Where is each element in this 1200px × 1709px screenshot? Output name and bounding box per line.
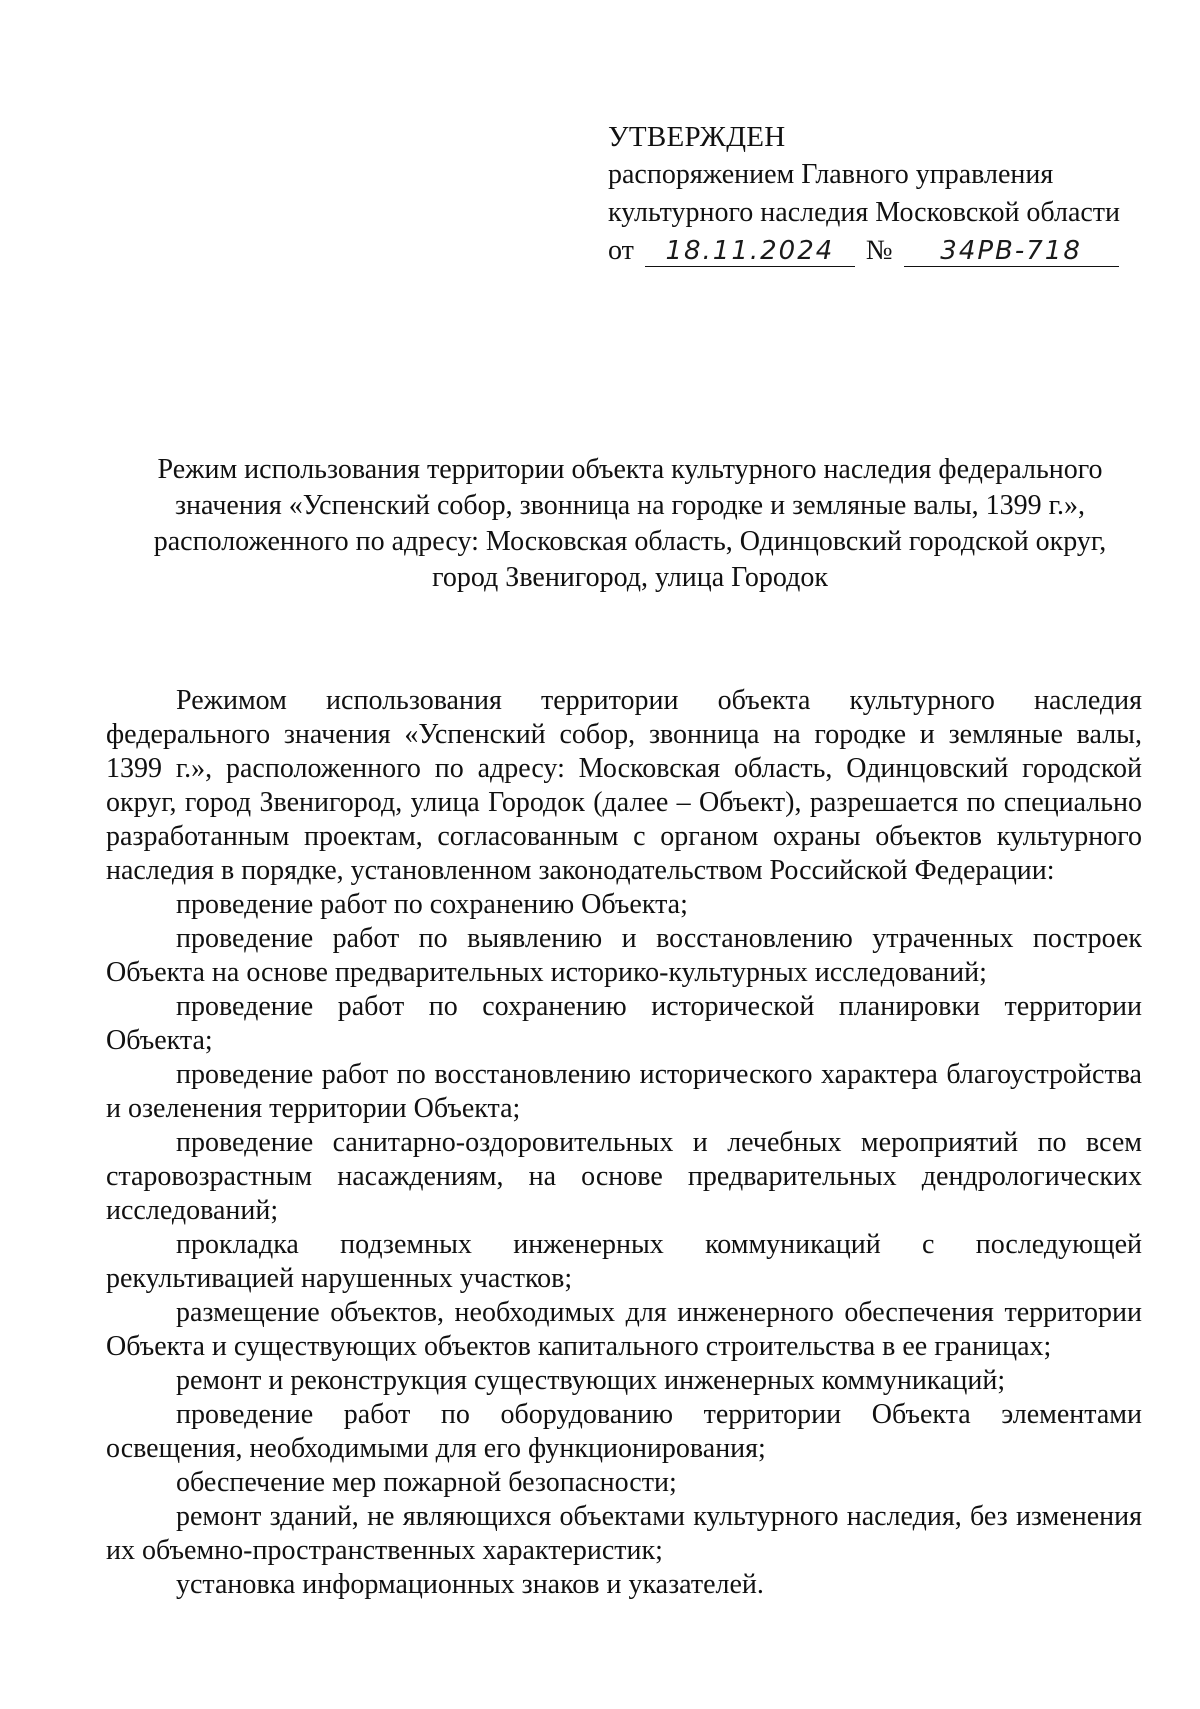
title-line-2: значения «Успенский собор, звонница на городке и земляные валы, 1399 г.»,: [175, 490, 1085, 521]
handwritten-number: 34РВ-718: [904, 236, 1119, 267]
number-label: №: [865, 235, 893, 266]
list-item: проведение работ по сохранению Объекта;: [176, 889, 688, 920]
title-line-4: город Звенигород, улица Городок: [432, 562, 828, 593]
approval-line-2: культурного наследия Московской области: [608, 197, 1121, 228]
intro-paragraph: Режимом использования территории объекта культурного наследия федерального значения «Успенский собор, звонница на городке и земляные валы, 1399 г.», расположенного по адресу: Московская область, Одинцовский городской округ, город Звенигород, улица Городок (далее – Объект), разрешается по специально разработанным проектам, согласованным с органом охраны объектов культурного наследия в порядке, установленном законодательством Российской Федерации:: [106, 685, 1142, 886]
list-item: проведение санитарно-оздоровительных и лечебных мероприятий по всем старовозрастным насаждениям, на основе предварительных дендрологических исследований;: [106, 1127, 1142, 1226]
list-item: проведение работ по оборудованию территории Объекта элементами освещения, необходимыми для его функционирования;: [106, 1399, 1142, 1464]
document-title: [120, 452, 1140, 596]
list-item: прокладка подземных инженерных коммуникаций с последующей рекультивацией нарушенных участков;: [106, 1229, 1142, 1294]
list-item: установка информационных знаков и указателей.: [176, 1569, 764, 1600]
approval-reference: [608, 232, 1168, 270]
list-item: обеспечение мер пожарной безопасности;: [176, 1467, 677, 1498]
title-line-1: Режим использования территории объекта культурного наследия федерального: [157, 454, 1103, 485]
handwritten-date: 18.11.2024: [645, 236, 855, 267]
title-line-3: расположенного по адресу: Московская область, Одинцовский городской округ,: [153, 526, 1107, 557]
list-item: проведение работ по выявлению и восстановлению утраченных построек Объекта на основе предварительных историко-культурных исследований;: [106, 923, 1142, 988]
approval-line-1: распоряжением Главного управления: [608, 159, 1054, 190]
document-body: [106, 684, 1142, 1602]
approval-stamp: УТВЕРЖДЕН: [608, 121, 786, 153]
from-label: от: [608, 235, 634, 266]
list-item: проведение работ по сохранению исторической планировки территории Объекта;: [106, 991, 1142, 1056]
approval-block: [608, 118, 1168, 270]
list-item: ремонт и реконструкция существующих инженерных коммуникаций;: [176, 1365, 1006, 1396]
list-item: проведение работ по восстановлению исторического характера благоустройства и озеленения территории Объекта;: [106, 1059, 1142, 1124]
list-item: размещение объектов, необходимых для инженерного обеспечения территории Объекта и существующих объектов капитального строительства в ее границах;: [106, 1297, 1142, 1362]
list-item: ремонт зданий, не являющихся объектами культурного наследия, без изменения их объемно-пространственных характеристик;: [106, 1501, 1142, 1566]
